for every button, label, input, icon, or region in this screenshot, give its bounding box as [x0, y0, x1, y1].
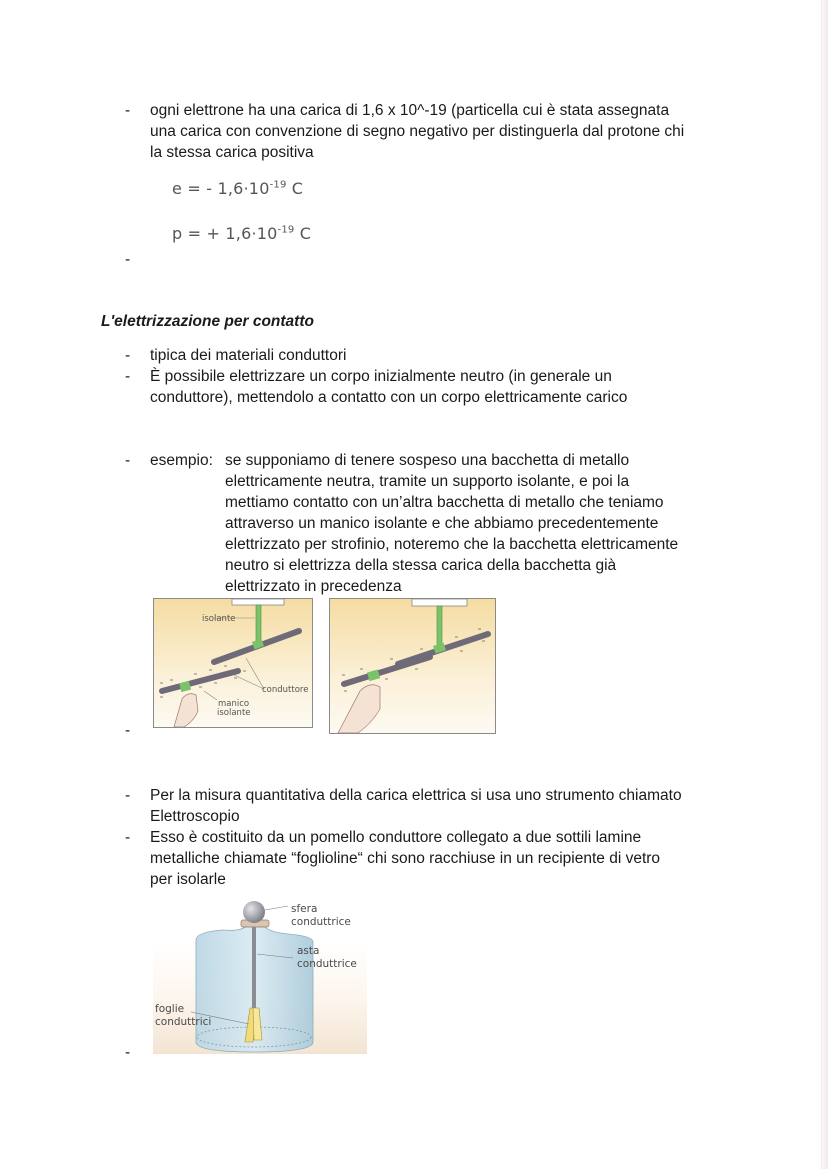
figure-electroscope [153, 900, 367, 1054]
bullet-dash: - [125, 787, 131, 804]
label-conduttore: conduttore [262, 685, 309, 695]
text-line: elettrizzato in precedenza [225, 578, 402, 595]
label-sfera: sfera [291, 903, 318, 915]
text-line: ogni elettrone ha una carica di 1,6 x 10^-19 (particella cui è stata assegnata [150, 102, 670, 119]
text-line: mettiamo contatto con un’altra bacchetta di metallo che teniamo [225, 494, 664, 511]
text-line: attraverso un manico isolante e che abbiamo precedentemente [225, 515, 659, 532]
text-line: elettricamente neutra, tramite un supporto isolante, e poi la [225, 473, 630, 490]
label-asta: asta [297, 945, 320, 957]
text-line: per isolarle [150, 871, 226, 888]
bullet-dash: - [125, 347, 131, 364]
list-item [101, 827, 761, 890]
page-edge [821, 0, 828, 1169]
bullet-dash: - [125, 829, 131, 846]
bullet-list-electroscope [101, 785, 761, 890]
label-asta-conduttrice: conduttrice [297, 958, 357, 970]
empty-bullet: - [125, 722, 131, 739]
bullet-dash: - [125, 368, 131, 385]
label-sfera-conduttrice: conduttrice [291, 916, 351, 928]
empty-bullet: - [125, 251, 131, 268]
label-foglie: foglie [155, 1003, 185, 1015]
text-line: una carica con convenzione di segno negativo per distinguerla dal protone chi [150, 123, 685, 140]
section-heading: L'elettrizzazione per contatto [101, 313, 314, 330]
text-line: elettrizzato per strofinio, noteremo che la bacchetta elettricamente [225, 536, 679, 553]
formula-proton: p = + $1,6\cdot 10^{-19}$ C [172, 224, 312, 243]
bullet-list-contact [101, 345, 741, 408]
label-isolante-handle: isolante [217, 708, 251, 718]
formula-electron: e = - $1,6\cdot 10^{-19}$ C [172, 179, 304, 198]
label-manico: manico [218, 699, 250, 709]
bullet-example [101, 450, 741, 597]
text-line: Esso è costituito da un pomello conduttore collegato a due sottili lamine [150, 829, 642, 846]
empty-bullet: - [125, 1044, 131, 1061]
figure-contact-before [153, 598, 313, 728]
list-item [101, 366, 741, 408]
figure-contact-after [329, 598, 496, 734]
example-label: esempio: [150, 452, 213, 469]
text-line: Per la misura quantitativa della carica elettrica si usa uno strumento chiamato [150, 787, 682, 804]
list-item [101, 785, 761, 827]
bullet-electron-charge [101, 100, 741, 163]
text-line: metalliche chiamate “foglioline“ chi sono racchiuse in un recipiente di vetro [150, 850, 661, 867]
text-line: conduttore), mettendolo a contatto con un corpo elettricamente carico [150, 389, 628, 406]
label-isolante: isolante [202, 614, 236, 624]
text-line: neutro si elettrizza della stessa carica della bacchetta già [225, 557, 617, 574]
text-line: tipica dei materiali conduttori [150, 347, 347, 364]
bullet-dash: - [125, 452, 131, 469]
label-foglie-conduttrici: conduttrici [155, 1016, 212, 1028]
text-line: Elettroscopio [150, 808, 240, 825]
text-line: la stessa carica positiva [150, 144, 314, 161]
text-line: È possibile elettrizzare un corpo inizialmente neutro (in generale un [150, 368, 612, 385]
list-item [101, 345, 741, 366]
text-line: se supponiamo di tenere sospeso una bacchetta di metallo [225, 452, 630, 469]
bullet-dash: - [125, 102, 131, 119]
